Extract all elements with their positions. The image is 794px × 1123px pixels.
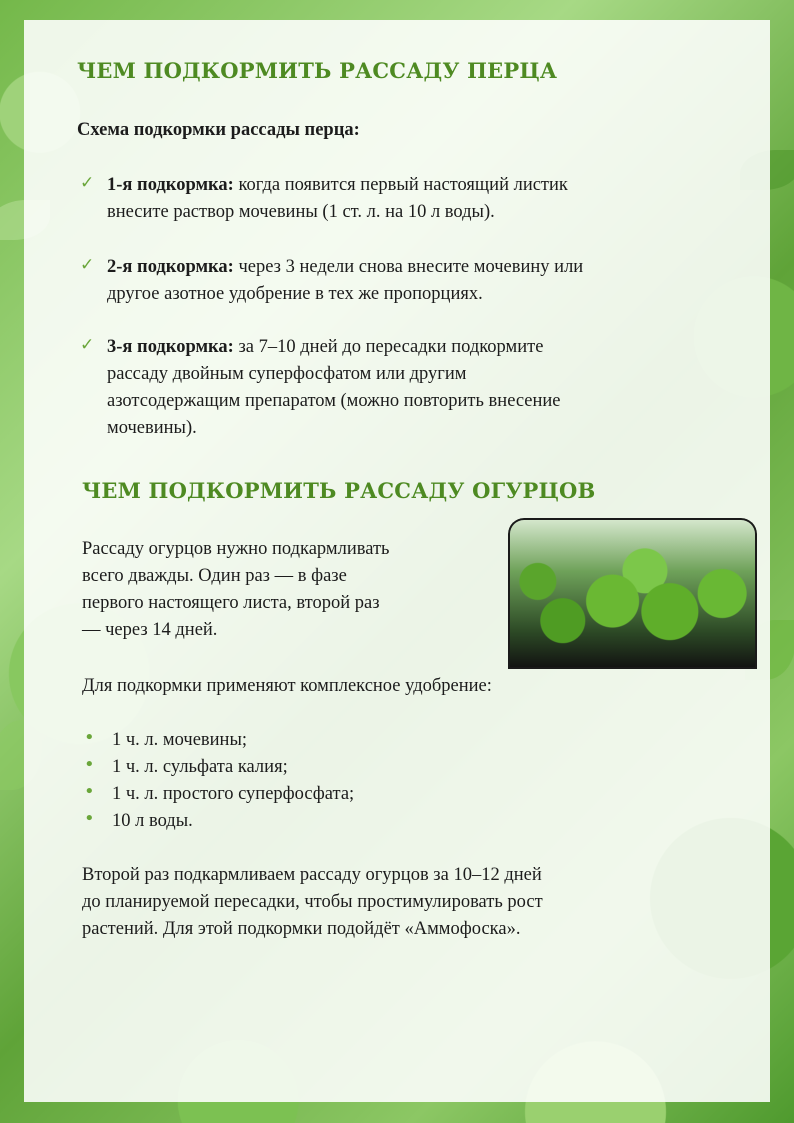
ingredient-item: 1 ч. л. сульфата калия; [112, 757, 288, 777]
pepper-feeding-item: 1-я подкормка: когда появится первый настоящий листик внесите раствор мочевины (1 ст. л. на 10 л воды). [107, 175, 568, 222]
bullet-icon: • [84, 727, 95, 748]
cucumber-second-feeding: Второй раз подкармливаем рассаду огурцов за 10–12 дней до планируемой пересадки, чтобы простимулировать рост растений. Для этой подкормки подойдёт «Аммофоска». [82, 865, 543, 939]
cucumber-seedlings-photo [508, 518, 757, 669]
pepper-feeding-item: 2-я подкормка: через 3 недели снова внесите мочевину или другое азотное удобрение в тех же пропорциях. [107, 257, 584, 304]
ingredient-item: 1 ч. л. мочевины; [112, 730, 248, 750]
check-icon: ✓ [80, 335, 95, 355]
fertilizer-intro: Для подкормки применяют комплексное удобрение: [82, 676, 492, 696]
cucumber-intro: Рассаду огурцов нужно подкармливать всего дважды. Один раз — в фазе первого настоящего листа, второй раз — через 14 дней. [82, 539, 390, 640]
bullet-icon: • [84, 754, 95, 775]
bullet-icon: • [84, 808, 95, 829]
cucumber-section-title: ЧЕМ ПОДКОРМИТЬ РАССАДУ ОГУРЦОВ [82, 478, 596, 503]
pepper-feeding-item: 3-я подкормка: за 7–10 дней до пересадки подкормите рассаду двойным суперфосфатом или другим азотсодержащим препаратом (можно повторить внесение мочевины). [107, 337, 561, 438]
pepper-section-title: ЧЕМ ПОДКОРМИТЬ РАССАДУ ПЕРЦА [77, 58, 558, 83]
check-icon: ✓ [80, 255, 95, 275]
check-icon: ✓ [80, 173, 95, 193]
ingredient-item: 10 л воды. [112, 811, 193, 831]
pepper-scheme-title: Схема подкормки рассады перца: [77, 120, 360, 140]
ingredient-item: 1 ч. л. простого суперфосфата; [112, 784, 355, 804]
bullet-icon: • [84, 781, 95, 802]
